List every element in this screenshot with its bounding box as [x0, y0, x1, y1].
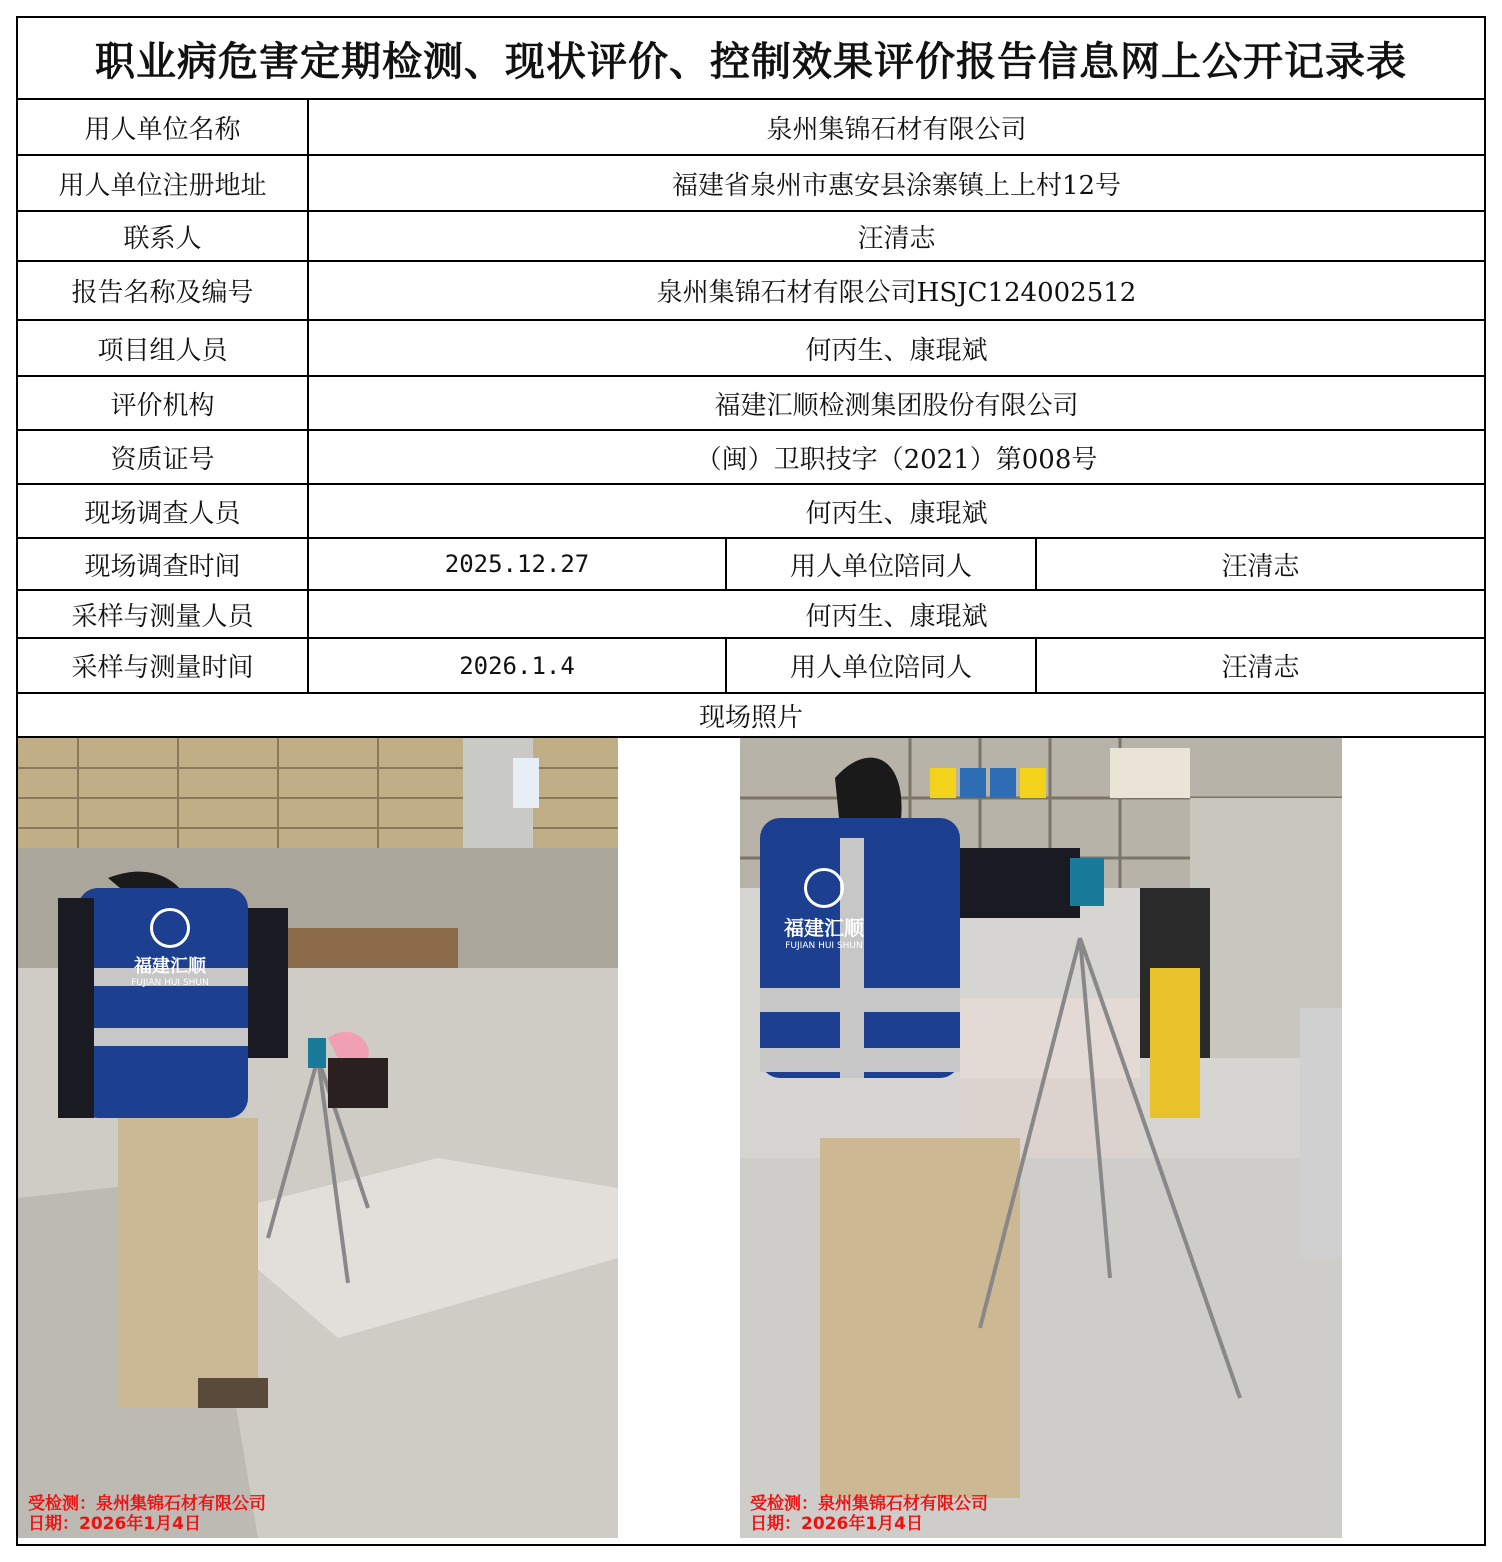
vest-brand-sub-1: FUJIAN HUI SHUN	[131, 978, 209, 988]
label-project-team: 项目组人员	[18, 321, 309, 375]
row-sampling-time	[18, 639, 1484, 694]
value-project-team: 何丙生、康琨斌	[805, 335, 988, 366]
label-address: 用人单位注册地址	[18, 156, 309, 210]
vest-brand-2: 福建汇顺	[784, 916, 864, 940]
value-survey-date: 2025.12.27	[309, 539, 727, 589]
label-company-name: 用人单位名称	[18, 100, 309, 154]
site-photo-1	[18, 738, 618, 1538]
watermark-2	[750, 1494, 988, 1534]
value-agency: 福建汇顺检测集团股份有限公司	[714, 390, 1079, 421]
value-survey-companion: 汪清志	[1221, 551, 1300, 582]
row-survey-time	[18, 539, 1484, 591]
vest-brand-1: 福建汇顺	[134, 956, 206, 977]
row-contact	[18, 212, 1484, 262]
value-contact: 汪清志	[857, 223, 936, 254]
label-survey-time: 现场调查时间	[18, 539, 309, 589]
row-sampling-staff	[18, 591, 1484, 639]
row-project-team	[18, 321, 1484, 377]
value-address: 福建省泉州市惠安县涂寨镇上上村12号	[671, 170, 1122, 201]
label-survey-staff: 现场调查人员	[18, 485, 309, 537]
watermark-1	[28, 1494, 266, 1534]
label-survey-companion: 用人单位陪同人	[727, 539, 1037, 589]
watermark-1-line-1: 受检测：泉州集锦石材有限公司	[28, 1494, 266, 1514]
vest-brand-sub-2: FUJIAN HUI SHUN	[785, 941, 863, 951]
value-report-name: 泉州集锦石材有限公司HSJC124002512	[656, 278, 1137, 308]
record-sheet	[16, 16, 1486, 1546]
value-company-name: 泉州集锦石材有限公司	[766, 114, 1027, 145]
row-company-name	[18, 100, 1484, 156]
watermark-2-line-2: 日期：2026年1月4日	[750, 1514, 923, 1534]
site-photo-2	[740, 738, 1342, 1538]
vest-logo-mark-1	[150, 908, 190, 948]
value-sampling-companion: 汪清志	[1221, 653, 1300, 683]
photos-area	[18, 738, 1484, 1544]
row-qualification	[18, 431, 1484, 485]
row-photos-header	[18, 694, 1484, 738]
value-qualification: （闽）卫职技字（2021）第008号	[695, 444, 1098, 475]
label-agency: 评价机构	[18, 377, 309, 429]
row-survey-staff	[18, 485, 1484, 539]
label-sampling-companion: 用人单位陪同人	[727, 639, 1037, 692]
vest-logo-1	[100, 908, 240, 988]
label-sampling-time: 采样与测量时间	[18, 639, 309, 692]
vest-logo-2	[764, 868, 884, 951]
vest-logo-mark-2	[804, 868, 844, 908]
label-qualification: 资质证号	[18, 431, 309, 483]
photos-header: 现场照片	[698, 702, 803, 733]
row-agency	[18, 377, 1484, 431]
watermark-2-line-1: 受检测：泉州集锦石材有限公司	[750, 1494, 988, 1514]
page-title: 职业病危害定期检测、现状评价、控制效果评价报告信息网上公开记录表	[18, 18, 1484, 100]
watermark-1-line-2: 日期：2026年1月4日	[28, 1514, 201, 1534]
value-sampling-staff: 何丙生、康琨斌	[805, 601, 988, 632]
label-contact: 联系人	[18, 212, 309, 260]
row-address	[18, 156, 1484, 212]
row-report-name	[18, 262, 1484, 321]
value-survey-staff: 何丙生、康琨斌	[805, 498, 988, 529]
label-report-name: 报告名称及编号	[18, 262, 309, 319]
value-sampling-date: 2026.1.4	[309, 639, 727, 692]
label-sampling-staff: 采样与测量人员	[18, 591, 309, 637]
